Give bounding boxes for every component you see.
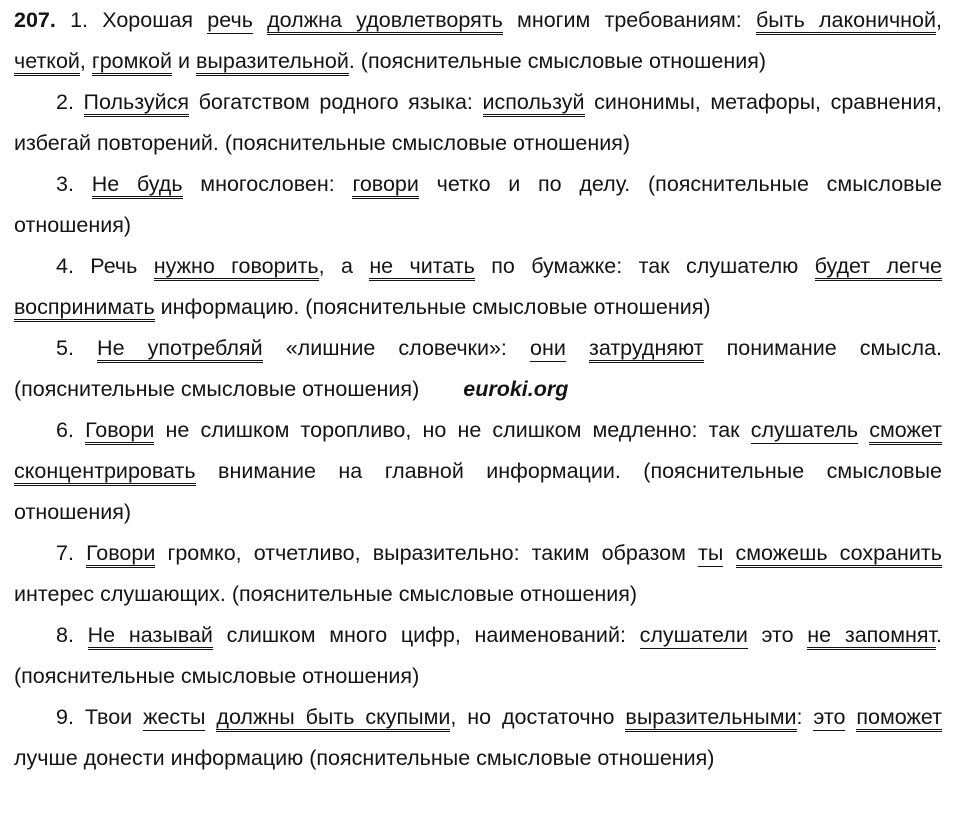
paragraph-2	[14, 82, 942, 164]
predicate-underlined: сможешь сохранить	[736, 541, 942, 568]
text-segment	[723, 541, 735, 565]
subject-underlined: жесты	[143, 705, 206, 729]
predicate-underlined: будет легче воспринимать	[14, 254, 942, 322]
predicate-underlined: сможет сконцентрировать	[14, 418, 942, 486]
watermark-text: euroki.org	[463, 377, 569, 401]
paragraph-1	[14, 0, 942, 82]
subject-underlined: они	[530, 336, 566, 360]
predicate-underlined: не запомнят	[807, 623, 936, 650]
text-segment: ,	[79, 49, 92, 73]
text-segment: ,	[936, 8, 943, 32]
text-segment: многим требованиям:	[502, 8, 756, 32]
subject-underlined: слушатели	[639, 623, 748, 647]
paragraph-8	[14, 615, 942, 697]
predicate-underlined: используй	[483, 90, 585, 117]
text-segment: 8.	[56, 623, 88, 647]
text-segment: 5.	[56, 336, 98, 360]
predicate-underlined: Не употребляй	[97, 336, 263, 363]
paragraph-6	[14, 410, 942, 533]
subject-underlined: ты	[698, 541, 724, 565]
predicate-underlined: должна удовлетворять	[267, 8, 503, 35]
text-segment: интерес слушающих. (пояснительные смысловые отношения)	[14, 582, 638, 606]
text-segment: понимание смысла. (пояснительные смысловые отношения)	[14, 336, 942, 401]
text-segment	[845, 705, 856, 729]
text-segment: информацию. (пояснительные смысловые отношения)	[154, 295, 711, 319]
text-segment: многословен:	[182, 172, 353, 196]
predicate-underlined: выразительной	[196, 49, 349, 76]
text-segment: четко и по делу. (пояснительные смысловые отношения)	[14, 172, 942, 237]
subject-underlined: это	[813, 705, 846, 729]
predicate-underlined: должны быть скупыми	[216, 705, 450, 732]
text-segment: слишком много цифр, наименований:	[212, 623, 640, 647]
predicate-underlined: не читать	[369, 254, 475, 281]
text-segment: 9. Твои	[56, 705, 144, 729]
predicate-underlined: поможет	[856, 705, 942, 732]
paragraph-3	[14, 164, 942, 246]
predicate-underlined: говори	[352, 172, 418, 199]
text-segment: 6.	[56, 418, 86, 442]
text-segment: 4. Речь	[56, 254, 154, 278]
text-segment: , а	[318, 254, 370, 278]
predicate-underlined: затрудняют	[589, 336, 704, 363]
text-segment: . (пояснительные смысловые отношения)	[14, 623, 942, 688]
predicate-underlined: Не называй	[88, 623, 213, 650]
text-segment	[858, 418, 869, 442]
paragraph-5	[14, 328, 942, 410]
predicate-underlined: Говори	[85, 418, 154, 445]
predicate-underlined: выразительными	[625, 705, 796, 732]
text-segment: 2.	[56, 90, 84, 114]
predicate-underlined: Говори	[86, 541, 155, 568]
text-segment	[253, 8, 267, 32]
exercise-text	[14, 0, 942, 779]
text-segment: и	[172, 49, 196, 73]
predicate-underlined: Не будь	[92, 172, 183, 199]
subject-underlined: речь	[207, 8, 253, 32]
text-segment: 3.	[56, 172, 92, 196]
paragraph-4	[14, 246, 942, 328]
paragraph-7	[14, 533, 942, 615]
text-segment	[566, 336, 589, 360]
text-segment: «лишние словечки»:	[262, 336, 531, 360]
text-segment: 7.	[56, 541, 87, 565]
predicate-underlined: нужно говорить	[154, 254, 319, 281]
text-segment: громко, отчетливо, выразительно: таким образом	[155, 541, 699, 565]
text-segment: . (пояснительные смысловые отношения)	[348, 49, 767, 73]
predicate-underlined: громкой	[92, 49, 172, 76]
predicate-underlined: Пользуйся	[84, 90, 189, 117]
text-segment: внимание на главной информации. (пояснительные смысловые отношения)	[14, 459, 942, 524]
text-segment: , но достаточно	[450, 705, 626, 729]
predicate-underlined: четкой	[14, 49, 80, 76]
subject-underlined: слушатель	[750, 418, 859, 442]
text-segment: синонимы, метафоры, сравнения, избегай повторений. (пояснительные смысловые отношения)	[14, 90, 942, 155]
text-segment: богатством родного языка:	[188, 90, 483, 114]
text-segment: не слишком торопливо, но не слишком медленно: так	[154, 418, 751, 442]
text-segment: 1. Хорошая	[55, 8, 208, 32]
text-segment: это	[747, 623, 808, 647]
text-segment: :	[796, 705, 814, 729]
text-segment: по бумажке: так слушателю	[474, 254, 815, 278]
exercise-number: 207.	[14, 8, 56, 32]
text-segment	[205, 705, 216, 729]
paragraph-9	[14, 697, 942, 779]
text-segment: лучше донести информацию (пояснительные смысловые отношения)	[14, 746, 715, 770]
predicate-underlined: быть лаконичной	[756, 8, 936, 35]
